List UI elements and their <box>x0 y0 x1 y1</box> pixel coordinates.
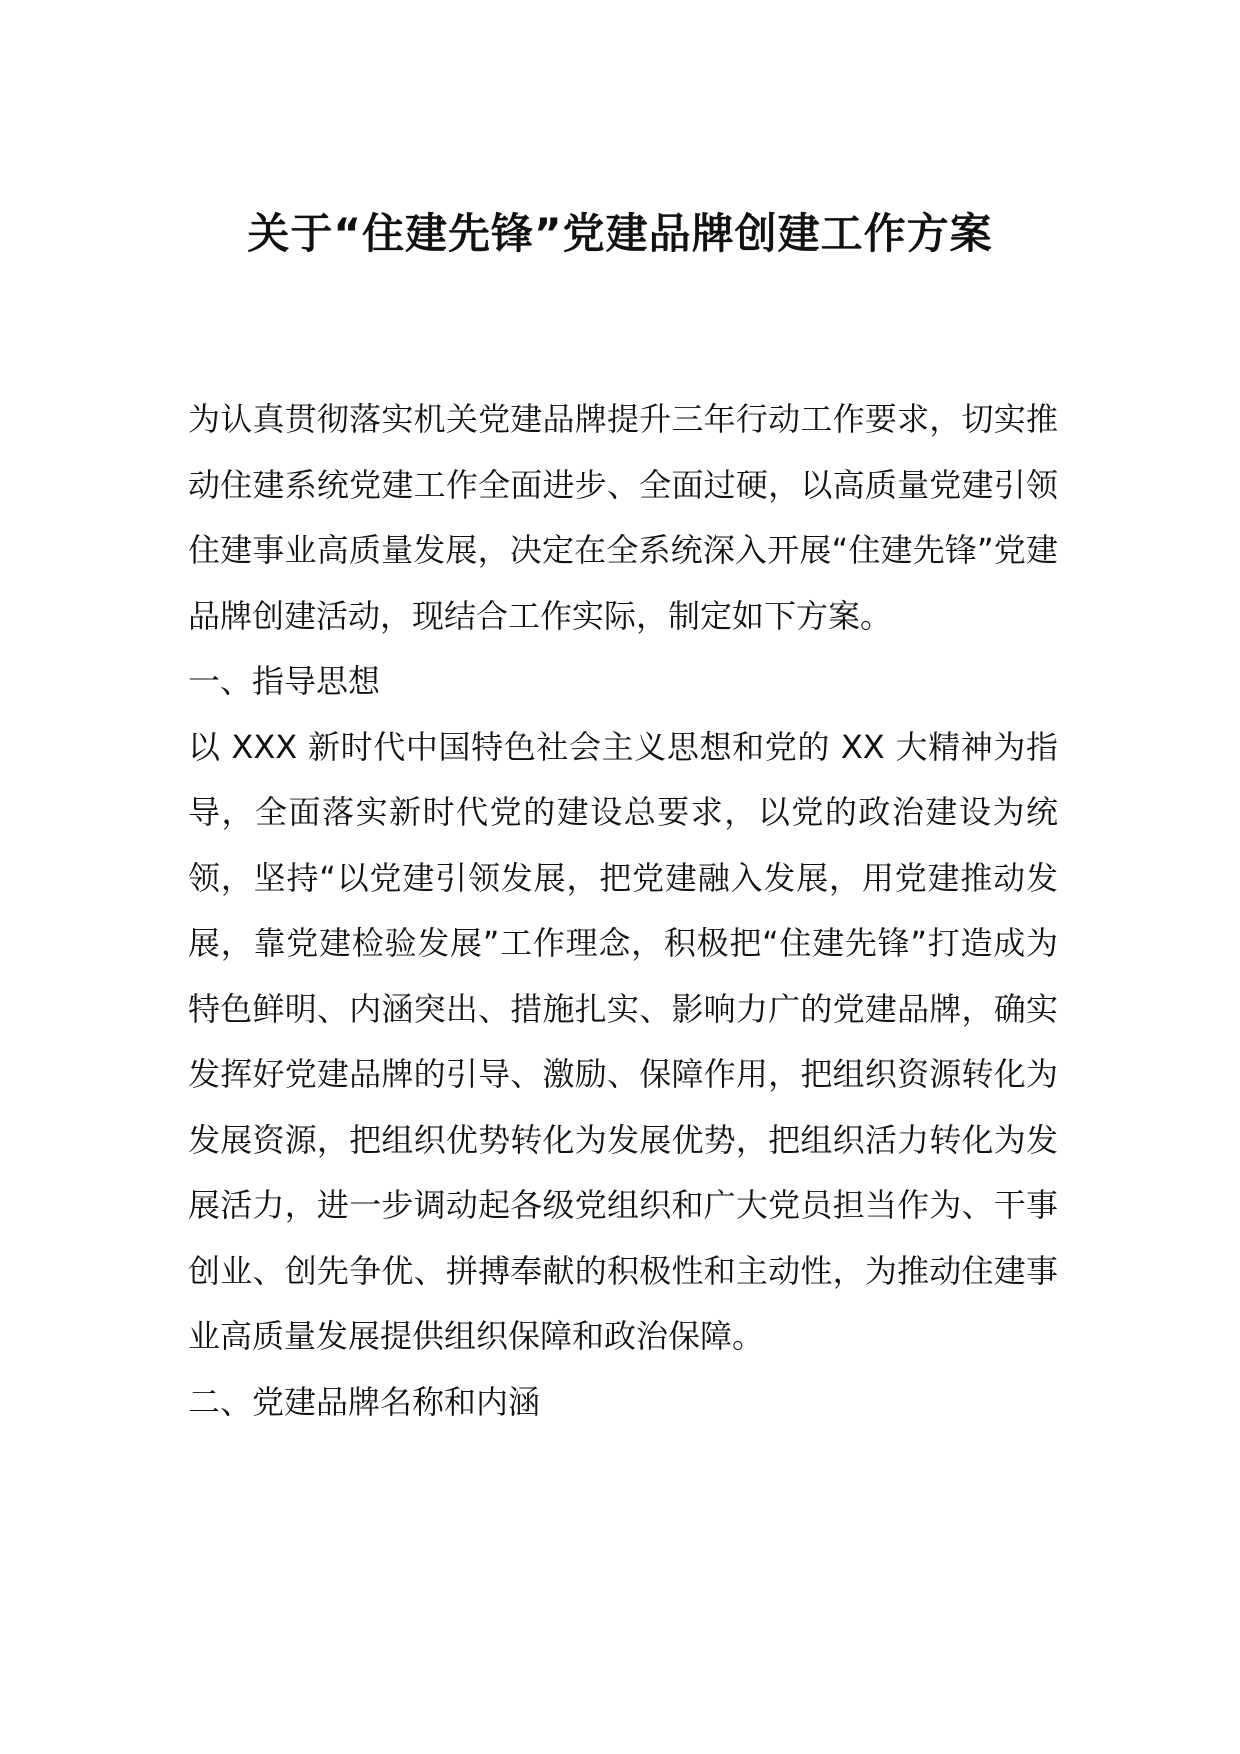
intro-paragraph: 为认真贯彻落实机关党建品牌提升三年行动工作要求，切实推动住建系统党建工作全面进步、全面过硬，以高质量党建引领住建事业高质量发展，决定在全系统深入开展“住建先锋”党建品牌创建活动，现结合工作实际，制定如下方案。 <box>188 400 1058 635</box>
document-title: 关于“住建先锋”党建品牌创建工作方案 <box>247 209 993 258</box>
section-2-heading: 二、党建品牌名称和内涵 <box>188 1382 541 1421</box>
document-body <box>188 387 1058 1435</box>
section-1-heading: 一、指导思想 <box>188 662 381 700</box>
section-1-paragraph: 以 XXX 新时代中国特色社会主义思想和党的 XX 大精神为指导，全面落实新时代党的建设总要求，以党的政治建设为统领，坚持“以党建引领发展，把党建融入发展，用党建推动发展，靠党建检验发展”工作理念，积极把“住建先锋”打造成为特色鲜明、内涵突出、措施扎实、影响力广的党建品牌，确实发挥好党建品牌的引导、激励、保障作用，把组织资源转化为发展资源，把组织优势转化为发展优势，把组织活力转化为发展活力，进一步调动起各级党组织和广大党员担当作为、干事创业、创先争优、拼搏奉献的积极性和主动性，为推动住建事业高质量发展提供组织保障和政治保障。 <box>188 727 1058 1355</box>
